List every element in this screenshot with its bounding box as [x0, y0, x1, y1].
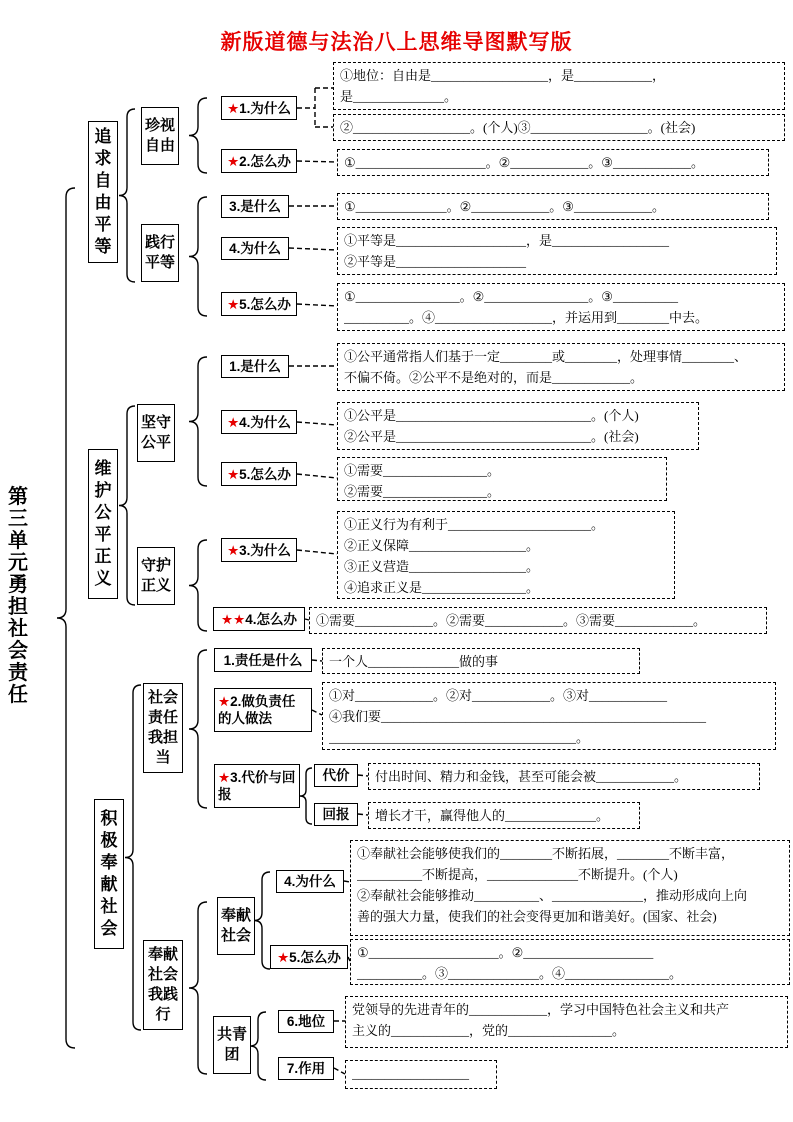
content-line: ②奉献社会能够推动__________、______________，推动形成向上向	[357, 888, 748, 903]
content-line: ②__________________。(个人)③__________________。(社会)	[340, 120, 696, 135]
question-fairness-what	[221, 355, 289, 378]
star-icon: ★	[227, 296, 240, 312]
content-line: ①奉献社会能够使我们的________不断拓展，________不断丰富，	[357, 846, 735, 861]
node-youth-league	[213, 1016, 251, 1074]
node-pursue-freedom-equality	[88, 121, 118, 263]
question-label: 1.责任是什么	[223, 652, 303, 668]
content-line: ①对____________。②对____________。③对____________	[329, 688, 668, 703]
content-line: ①公平是______________________________。(个人)	[344, 408, 639, 423]
question-fairness-why	[221, 410, 297, 434]
content-fairness-how	[337, 457, 667, 501]
question-league-role	[278, 1057, 334, 1080]
content-line: ①平等是____________________，是__________________	[344, 233, 670, 248]
content-line: __________不断提高，______________不断提升。(个人)	[357, 867, 678, 882]
question-label: 4.为什么	[239, 414, 291, 430]
content-freedom-how	[337, 149, 769, 176]
question-label: 4.怎么办	[245, 611, 297, 627]
content-line: ①地位：自由是__________________，是____________，	[340, 68, 666, 83]
question-label: 1.是什么	[229, 359, 281, 374]
node-label: 追求自由平等	[94, 127, 112, 256]
question-equality-why	[221, 237, 289, 260]
content-line: ①正义行为有利于______________________。	[344, 517, 605, 532]
question-equality-what	[221, 195, 289, 218]
content-reward	[368, 802, 640, 829]
content-equality-what	[337, 193, 769, 220]
question-label: 2.做负责任的人做法	[218, 694, 296, 726]
content-line: 不偏不倚。②公平不是绝对的，而是____________。	[344, 370, 644, 385]
content-line: ①需要________________。	[344, 463, 501, 478]
content-line: ①______________。②____________。③____________。	[344, 199, 665, 214]
question-equality-how	[221, 292, 297, 316]
question-label: 7.作用	[286, 1061, 326, 1076]
question-label: 4.为什么	[229, 241, 281, 256]
content-freedom-why-1	[333, 62, 785, 110]
star-icon: ★	[218, 694, 231, 709]
content-line: __________________	[352, 1066, 469, 1081]
content-line: ①公平通常指人们基于一定________或________，处理事情________、	[344, 349, 748, 364]
node-guard-justice	[137, 547, 175, 605]
node-practice-equality	[141, 224, 179, 282]
content-line: ②公平是______________________________。(社会)	[344, 429, 639, 444]
question-cost-reward	[214, 764, 300, 808]
content-line: 党领导的先进青年的____________，学习中国特色社会主义和共产	[352, 1002, 730, 1017]
content-line: 付出时间、精力和金钱，甚至可能会被____________。	[375, 769, 688, 784]
content-line: ______________________________________。	[329, 730, 589, 745]
content-line: ④追求正义是________________。	[344, 580, 540, 595]
question-label: 3.代价与回报	[218, 770, 296, 802]
content-fairness-what	[337, 343, 785, 391]
content-line: ④我们要__________________________________________________	[329, 709, 707, 724]
content-line: ①____________________。②____________。③____________。	[344, 155, 704, 170]
star-icon: ★	[227, 100, 240, 116]
question-league-status	[278, 1010, 334, 1033]
node-label: 践行平等	[144, 234, 175, 271]
node-label: 维护公平正义	[94, 459, 112, 588]
content-league-role	[345, 1060, 497, 1089]
content-dedication-how	[350, 939, 790, 985]
star-icon: ★	[227, 542, 240, 558]
question-label: 2.怎么办	[239, 153, 291, 169]
content-line: 主义的____________，党的________________。	[352, 1023, 626, 1038]
node-label: 守护正义	[140, 557, 171, 594]
node-label: 奉献社会我践行	[147, 946, 178, 1023]
node-label: 坚守公平	[140, 414, 171, 451]
question-dedication-how	[270, 945, 348, 969]
content-league-status	[345, 996, 788, 1048]
page-title: 新版道德与法治八上思维导图默写版	[220, 30, 573, 54]
content-line: ①需要____________。②需要____________。③需要____________。	[316, 613, 707, 628]
star-icon: ★★	[221, 611, 246, 627]
star-icon: ★	[218, 770, 231, 785]
node-maintain-fairness-justice	[88, 449, 118, 599]
content-line: ①________________。②________________。③__________	[344, 289, 678, 304]
node-social-responsibility	[143, 683, 183, 773]
question-fairness-how	[221, 462, 297, 486]
star-icon: ★	[227, 466, 240, 482]
question-label: 5.怎么办	[239, 466, 291, 482]
node-label: 社会责任我担当	[147, 689, 178, 766]
node-cherish-freedom	[141, 107, 179, 165]
question-responsibility-what	[214, 648, 312, 672]
question-reward	[314, 803, 358, 826]
content-justice-how	[309, 607, 767, 634]
content-line: ③正义营造__________________。	[344, 559, 540, 574]
question-justice-how	[213, 607, 305, 631]
star-icon: ★	[277, 949, 290, 965]
star-icon: ★	[227, 153, 240, 169]
unit-label: 第三单元 勇担社会责任	[8, 486, 48, 706]
node-label: 奉献社会	[220, 907, 251, 944]
content-line: 是______________。	[340, 89, 458, 104]
content-line: ②需要________________。	[344, 484, 501, 499]
question-label: 6.地位	[286, 1014, 326, 1029]
content-line: __________。③______________。④________________。	[357, 966, 683, 981]
question-freedom-why	[221, 96, 297, 120]
question-cost	[314, 764, 358, 787]
content-equality-why	[337, 227, 777, 275]
question-label: 4.为什么	[284, 874, 336, 889]
question-freedom-how	[221, 149, 297, 173]
node-contribute-society	[94, 799, 124, 949]
question-responsible-person	[214, 688, 312, 732]
node-uphold-fairness	[137, 404, 175, 462]
question-label: 5.怎么办	[239, 296, 291, 312]
question-label: 1.为什么	[239, 100, 291, 116]
question-justice-why	[221, 538, 297, 562]
node-label: 积极奉献社会	[100, 809, 118, 938]
content-line: 善的强大力量，使我们的社会变得更加和谐美好。(国家、社会)	[357, 909, 717, 924]
content-line: ②平等是____________________	[344, 254, 527, 269]
content-freedom-why-2	[333, 114, 785, 141]
content-dedication-why	[350, 840, 790, 936]
content-line: ①____________________。②____________________	[357, 945, 654, 960]
question-label: 3.为什么	[239, 542, 291, 558]
content-line: ②正义保障__________________。	[344, 538, 540, 553]
node-dedicate-society	[217, 897, 255, 955]
question-dedication-why	[276, 870, 344, 893]
content-justice-why	[337, 511, 675, 599]
question-label: 5.怎么办	[289, 949, 341, 965]
content-responsibility-what	[322, 648, 640, 674]
content-responsible-person	[322, 682, 776, 750]
content-fairness-why	[337, 402, 699, 450]
content-line: 增长才干，赢得他人的______________。	[375, 808, 610, 823]
node-label: 共青团	[216, 1026, 247, 1063]
node-dedication-practice	[143, 940, 183, 1030]
star-icon: ★	[227, 414, 240, 430]
content-equality-how	[337, 283, 785, 331]
content-cost	[368, 763, 760, 790]
question-label: 3.是什么	[229, 199, 281, 214]
node-label: 珍视自由	[144, 117, 175, 154]
content-line: 一个人______________做的事	[329, 654, 499, 669]
question-label: 回报	[322, 807, 350, 822]
content-line: __________。④__________________，并运用到________中去。	[344, 310, 709, 325]
question-label: 代价	[322, 768, 350, 783]
